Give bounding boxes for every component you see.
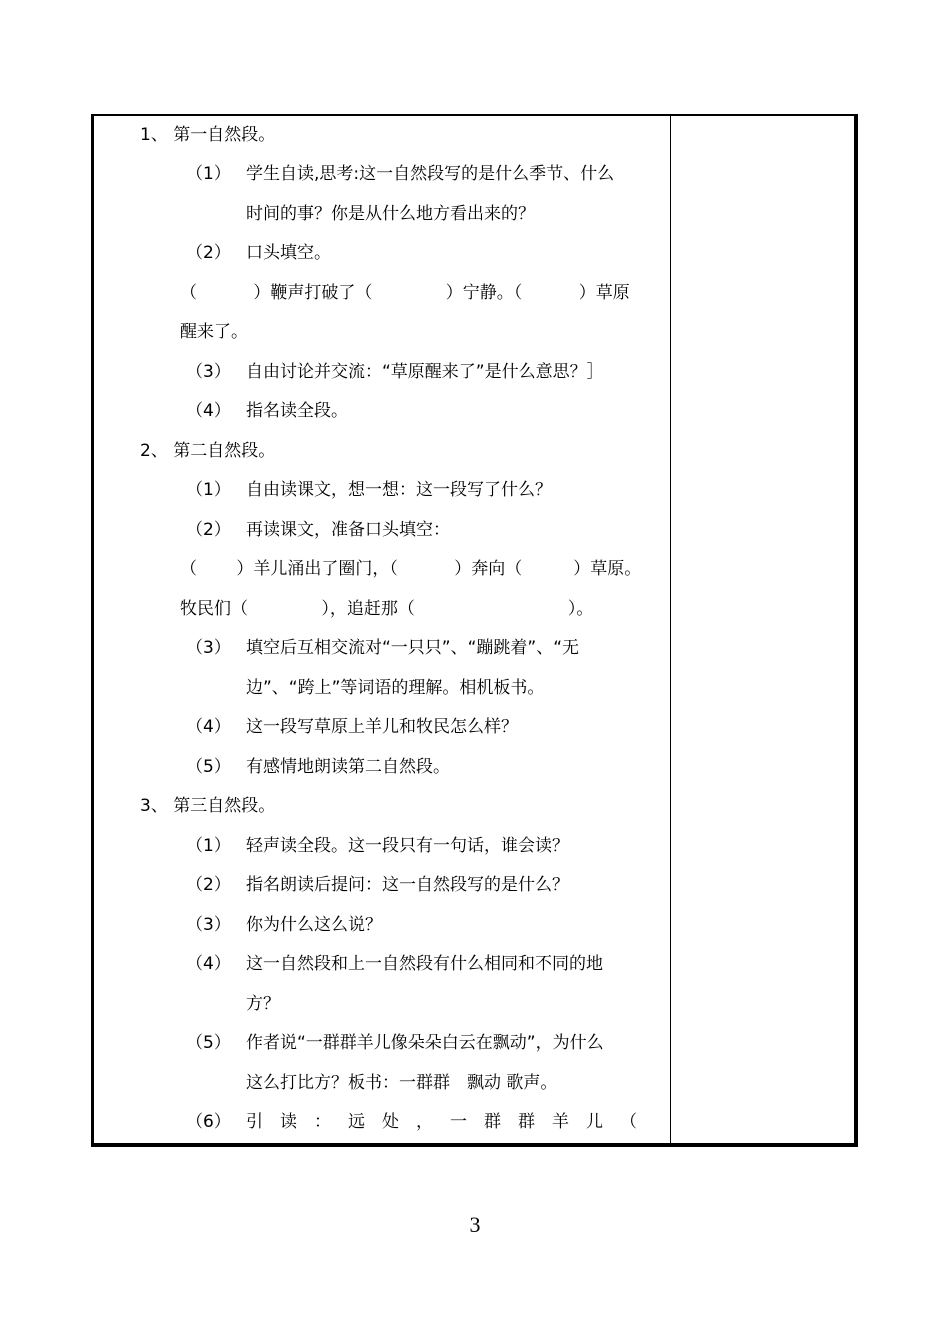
text-line: 再读课文，准备口头填空： <box>246 520 450 540</box>
item-number: （1） <box>186 836 231 856</box>
text-line: 自由读课文，想一想：这一段写了什么？ <box>246 480 552 500</box>
text-line: 时间的事？你是从什么地方看出来的？ <box>246 204 535 224</box>
item-number: （4） <box>186 717 231 737</box>
text-line: 这一段写草原上羊儿和牧民怎么样？ <box>246 717 518 737</box>
text-line: 口头填空。 <box>246 243 331 263</box>
text-line: 这一自然段和上一自然段有什么相同和不同的地 <box>246 954 603 974</box>
text-line: 牧民们（ ），追赶那（ ）。 <box>180 599 594 619</box>
text-line: 指名读全段。 <box>246 401 348 421</box>
text-line: 有感情地朗读第二自然段。 <box>246 757 450 777</box>
text-line: 填空后互相交流对“一只只”、“蹦跳着”、“无 <box>246 638 580 658</box>
text-line: 作者说“一群群羊儿像朵朵白云在飘动”，为什么 <box>246 1033 604 1053</box>
item-number: （1） <box>186 164 231 184</box>
item-number: （2） <box>186 243 231 263</box>
section-heading: 1、 第一自然段。 <box>140 125 276 145</box>
item-number: （3） <box>186 638 231 658</box>
text-line: 醒来了。 <box>180 322 248 342</box>
item-number: （2） <box>186 520 231 540</box>
text-line: （ ）鞭声打破了（ ）宁静。（ ）草原 <box>180 283 630 303</box>
text-line: 引读：远处，一群群羊儿（ <box>246 1112 654 1132</box>
item-number: （5） <box>186 1033 231 1053</box>
page-number: 3 <box>469 1212 481 1237</box>
text-line: 指名朗读后提问：这一自然段写的是什么？ <box>246 875 569 895</box>
item-number: （3） <box>186 915 231 935</box>
text-line: （ ）羊儿涌出了圈门，（ ）奔向（ ）草原。 <box>180 559 642 579</box>
column-divider <box>670 114 671 1147</box>
text-line: 方？ <box>246 994 280 1014</box>
text-line: 边”、“跨上”等词语的理解。相机板书。 <box>246 678 545 698</box>
lesson-content-cell <box>92 114 670 1142</box>
item-number: （1） <box>186 480 231 500</box>
text-line: 轻声读全段。这一段只有一句话，谁会读？ <box>246 836 569 856</box>
text-line: 学生自读,思考:这一自然段写的是什么季节、什么 <box>246 164 615 184</box>
section-heading: 3、 第三自然段。 <box>140 796 276 816</box>
item-number: （4） <box>186 954 231 974</box>
text-line: 自由讨论并交流：“草原醒来了”是什么意思？］ <box>246 362 604 382</box>
section-heading: 2、 第二自然段。 <box>140 441 276 461</box>
item-number: （3） <box>186 362 231 382</box>
text-line: 这么打比方？板书：一群群 飘动 歌声。 <box>246 1073 558 1093</box>
item-number: （6） <box>186 1112 231 1132</box>
item-number: （2） <box>186 875 231 895</box>
item-number: （4） <box>186 401 231 421</box>
item-number: （5） <box>186 757 231 777</box>
text-line: 你为什么这么说？ <box>246 915 382 935</box>
